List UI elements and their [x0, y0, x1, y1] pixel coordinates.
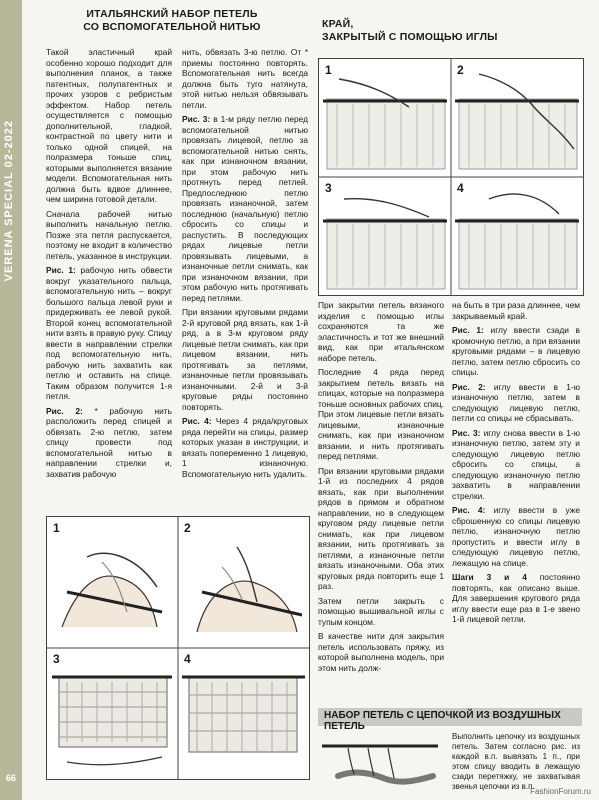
figure-label-2: 2 [457, 63, 464, 77]
figure-label-1: 1 [325, 63, 332, 77]
text-column-1 [46, 47, 172, 483]
paragraph: нить, обвязать 3-ю петлю. От * приемы постоянно повторять. Вспомогательная нить всегда должна быть туго натянута, этой нитью нельзя обвязывать петли. [182, 47, 308, 110]
section-bar-chain-cast-on [318, 708, 582, 732]
figure-label-4: 4 [184, 652, 191, 666]
paragraph: Рис. 1: рабочую нить обвести вокруг указательного пальца, вспомогательную нить – вокруг большого пальца левой руки и придерживать ее левой рукой. Второй конец вспомогательной нити взять в правую руку. Спицу ввести в направлении стрелки под вспомогательную нить, рабочую нить захватить как петлю и оставить на спице. Таким образом получится 1-я петля. [46, 265, 172, 401]
section-title-needle-bind-off: КРАЙ, ЗАКРЫТЫЙ С ПОМОЩЬЮ ИГЛЫ [322, 18, 498, 43]
paragraph: Затем петли закрыть с помощью вышивальной иглы с тупым концом. [318, 595, 444, 627]
paragraph: Такой эластичный край особенно хорошо подходит для выполнения планок, а также патентных, полупатентных и прочих узоров с ребристым эффектом. Набор петель осуществляется с помощью дополнительной, гладкой, контрастной по цвету нити и только одной спицей, на полразмера тоньше спиц, которыми выполняется вязание модели. Вспомогательная нить должна быть вдвое длиннее, чем ширина готовой детали. [46, 47, 172, 204]
italian-cast-on-figures [46, 516, 310, 780]
paragraph: Рис. 4: иглу ввести в уже сброшенную со спицы лицевую петлю, изнаночную петлю пропустить и ввести иглу в следующую лицевую петлю, лежащую на спице. [452, 505, 580, 568]
text-column-3 [318, 300, 444, 677]
page-spine [0, 0, 22, 800]
needle-bind-off-figures [318, 58, 584, 296]
magazine-title: VERENA SPECIAL 02-2022 [3, 120, 15, 282]
chain-cast-on-figure [318, 732, 446, 792]
paragraph: Выполнить цепочку из воздушных петель. Затем согласно рис. из каждой в.п. вывязать 1 п., при этом спицу вводить в лежащую сзади перетяжку, не захватывая звенья цепочки из в.п. [452, 732, 580, 791]
section-title-chain-cast-on: НАБОР ПЕТЕЛЬ С ЦЕПОЧКОЙ ИЗ ВОЗДУШНЫХ ПЕТЕЛЬ [324, 710, 561, 732]
paragraph: В качестве нити для закрытия петель использовать пряжу, из которой выполнена модель, при этом нить долж- [318, 631, 444, 673]
paragraph: Рис. 1: иглу ввести сзади в кромочную петлю, а при вязании круговыми рядами – в лицевую петлю, затем петлю сбросить со спицы. [452, 325, 580, 377]
figure-label-4: 4 [457, 181, 464, 195]
paragraph: Рис. 2: иглу ввести в 1-ю изнаночную петлю, затем в следующую лицевую петлю, петли со спицы не сбрасывать. [452, 381, 580, 423]
figure-label-1: 1 [53, 521, 60, 535]
paragraph: При закрытии петель вязаного изделия с помощью иглы сохраняются та же эластичность и тот же внешний вид, как при итальянском наборе петель. [318, 300, 444, 363]
page-number: 66 [5, 773, 16, 783]
paragraph: Рис. 4: Через 4 ряда/круговых ряда перейти на спицы, размер которых указан в инструкции, и вязать попеременно 1 лицевую, 1 изнаночную. Вспомогательную нить удалить. [182, 416, 308, 479]
text-column-2 [182, 47, 308, 483]
paragraph: на быть в три раза длиннее, чем закрываемый край. [452, 300, 580, 321]
figure-label-3: 3 [325, 181, 332, 195]
text-column-4 [452, 300, 580, 629]
figure-label-2: 2 [184, 521, 191, 535]
paragraph: Рис. 3: иглу снова ввести в 1-ю изнаночную петлю, затем эту и следующую лицевую петлю сбросить со спицы, а следующую изнаночную петлю захватить в направлении стрелки. [452, 427, 580, 501]
paragraph: Шаги 3 и 4 постоянно повторять, как описано выше. Для завершения кругового ряда иглу ввести еще раз в 1-е звено 1-й лицевой петли. [452, 572, 580, 624]
paragraph: Рис. 2: * рабочую нить расположить перед спицей и обвязать 2-ю петлю, затем спицу провести под вспомогательной нитью в направлении стрелки и, захватив рабочую [46, 405, 172, 479]
paragraph: При вязании круговыми рядами 1-й из последних 4 рядов вязать, как при выполнении рядов в прямом и обратном направлении, но в следующем круговом ряду лицевые петли снимать, как при лицевом вязании, нить протягивать за петлями, а изнаночные петли вязать изнаночными. Оба этих круговых ряда повторить еще 1 раз. [318, 465, 444, 591]
paragraph: При вязании круговыми рядами 2-й круговой ряд вязать, как 1-й ряд, а в 3-м круговом ряду лицевые петли снимать, как при лицевом вязании, нить протягивать за петлями, изнаночные петли провязывать изнаночными. 2-й и 3-й круговые ряды постоянно повторять. [182, 307, 308, 412]
watermark: FashionForum.ru [530, 787, 591, 796]
section-title-italian-cast-on: ИТАЛЬЯНСКИЙ НАБОР ПЕТЕЛЬ СО ВСПОМОГАТЕЛЬНОЙ НИТЬЮ [83, 8, 261, 33]
paragraph: Рис. 3: в 1-м ряду петлю перед вспомогательной нитью провязать лицевой, петлю за вспомогательной нитью снять, как при изнаночном вязании, при этом рабочую нить протянуть перед петлей. Предпоследнюю петлю провязать изнаночной, затем последнюю (начальную) петлю сбросить со спицы и распустить. В последующих рядах лицевые петли провязывать лицевыми, а изнаночные петли снимать, как при изнаночном вязании, при этом рабочую нить протягивать перед петлями. [182, 114, 309, 303]
figure-label-3: 3 [53, 652, 60, 666]
paragraph: Последние 4 ряда перед закрытием петель вязать на спицах, которые на полразмера тоньше основных рабочих спиц. При этом лицевые петли вязать лицевыми, изнаночные снимать, как при изнаночном вязании, и нить протягивать перед петлями. [318, 367, 444, 461]
paragraph: Сначала рабочей нитью выполнить начальную петлю. Позже эта петля распускается, поэтому не входит в количество петель, указанное в инструкции. [46, 208, 172, 261]
